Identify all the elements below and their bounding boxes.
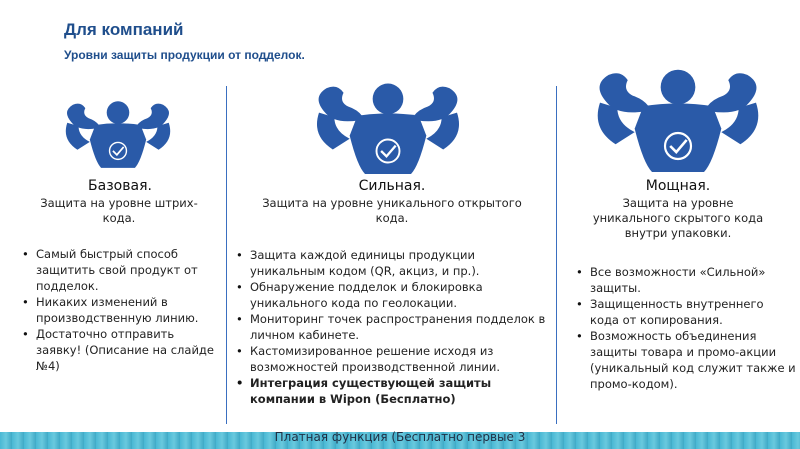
list-item: • Возможность объединения защиты товара и промо-акции (уникальный код служит также и промо-кодом). — [574, 328, 796, 392]
list-item: • Обнаружение подделок и блокировка уникального кода по геолокации. — [234, 279, 550, 311]
list-item: • Мониторинг точек распространения подделок в личном кабинете. — [234, 311, 550, 343]
bodybuilder-icon — [580, 68, 776, 172]
tier-bullets-basic — [20, 246, 216, 374]
list-item: • Достаточно отправить заявку! (Описание на слайде №4) — [20, 326, 216, 374]
list-item: • Никаких изменений в производственную линию. — [20, 294, 216, 326]
list-item: • Защита каждой единицы продукции уникальным кодом (QR, акциз, и пр.). — [234, 247, 550, 279]
bodybuilder-icon — [300, 82, 476, 174]
tier-title-basic: Базовая. — [88, 178, 152, 194]
list-item: • Все возможности «Сильной» защиты. — [574, 264, 796, 296]
tier-bullets-powerful — [574, 264, 796, 392]
column-divider-left — [226, 86, 227, 424]
tier-description-strong: Защита на уровне уникального открытого кода. — [262, 196, 522, 225]
list-item: • Защищенность внутреннего кода от копирования. — [574, 296, 796, 328]
tier-bullets-strong — [234, 247, 550, 407]
list-item: • Интеграция существующей защиты компании в Wipon (Бесплатно) — [234, 375, 550, 407]
tier-title-strong: Сильная. — [358, 178, 426, 194]
tier-description-powerful: Защита на уровне уникального скрытого кода внутри упаковки. — [592, 196, 764, 240]
tier-title-powerful: Мощная. — [645, 178, 711, 194]
list-item: • Самый быстрый способ защитить свой продукт от подделок. — [20, 246, 216, 294]
footer-text: Платная функция (Бесплатно первые 3 — [274, 430, 526, 444]
bodybuilder-icon — [56, 100, 180, 168]
column-divider-right — [556, 86, 557, 424]
tier-description-basic: Защита на уровне штрих- кода. — [40, 196, 198, 225]
page-title: Для компаний — [64, 20, 184, 39]
list-item: • Кастомизированное решение исходя из возможностей производственной линии. — [234, 343, 550, 375]
page-subtitle: Уровни защиты продукции от подделок. — [64, 48, 305, 62]
